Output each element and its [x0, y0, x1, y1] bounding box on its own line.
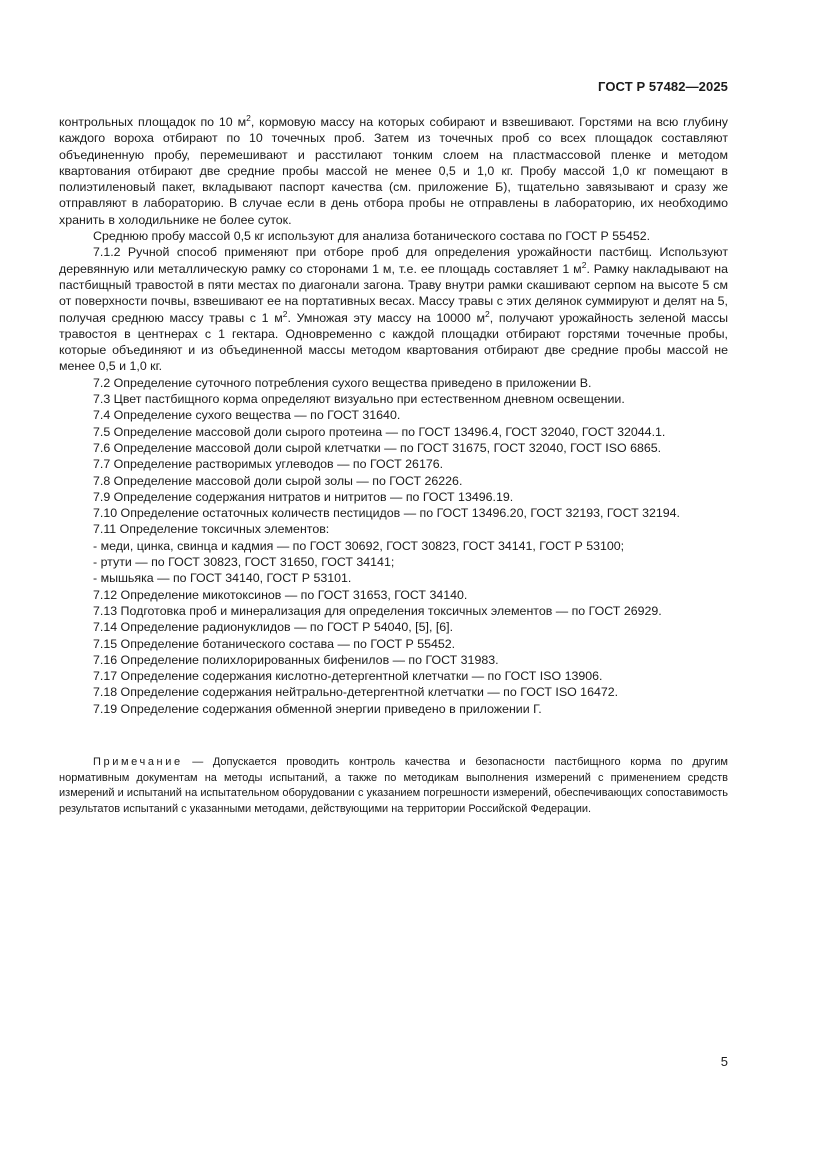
- paragraph: [59, 244, 728, 374]
- text-run: Среднюю пробу массой 0,5 кг используют для анализа ботанического состава по ГОСТ Р 55452.: [93, 229, 651, 244]
- paragraph: [59, 473, 728, 489]
- text-run: 7.6 Определение массовой доли сырой клетчатки — по ГОСТ 31675, ГОСТ 32040, ГОСТ ISO 6865.: [93, 440, 662, 455]
- text-run: 7.7 Определение растворимых углеводов — по ГОСТ 26176.: [93, 457, 444, 472]
- text-run: , получают урожайность зеленой массы травостоя в центнерах с 1 гектара. Одновременно с каждой площадки отбирают горстями точечные пробы, которые объединяют и из объединенной массы методом квартования отбирают две средние пробы массой не менее 0,5 и 1,0 кг.: [59, 310, 729, 374]
- text-run: 7.2 Определение суточного потребления сухого вещества приведено в приложении В.: [93, 375, 592, 390]
- paragraph: [59, 521, 728, 537]
- text-run: 7.14 Определение радионуклидов — по ГОСТ Р 54040, [5], [6].: [93, 620, 454, 635]
- text-run: 7.1.2 Ручной способ применяют при отборе проб для определения урожайности пастбищ. Используют деревянную или металлическую рамку со сторонами 1 м, т.е. ее площадь составляет 1 м: [59, 245, 728, 276]
- paragraph: [59, 407, 728, 423]
- text-run: 7.17 Определение содержания кислотно-детергентной клетчатки — по ГОСТ ISO 13906.: [93, 669, 603, 684]
- paragraph: [59, 652, 728, 668]
- text-run: . Умножая эту массу на 10000 м: [287, 310, 485, 325]
- paragraph: [59, 440, 728, 456]
- text-run: 7.19 Определение содержания обменной энергии приведено в приложении Г.: [93, 701, 542, 716]
- paragraph: [59, 668, 728, 684]
- paragraph: [59, 684, 728, 700]
- paragraph: [59, 603, 728, 619]
- text-run: 7.10 Определение остаточных количеств пестицидов — по ГОСТ 13496.20, ГОСТ 32193, ГОСТ 32194.: [93, 506, 680, 521]
- text-run: - ртути — по ГОСТ 30823, ГОСТ 31650, ГОСТ 34141;: [93, 555, 395, 570]
- paragraph: [59, 228, 728, 244]
- list-item: [59, 570, 728, 586]
- text-run: - мышьяка — по ГОСТ 34140, ГОСТ Р 53101.: [93, 571, 352, 586]
- paragraph: [59, 636, 728, 652]
- superscript: 2: [581, 259, 587, 270]
- text-run: 7.4 Определение сухого вещества — по ГОСТ 31640.: [93, 408, 401, 423]
- body-text: [59, 114, 728, 717]
- paragraph: [59, 391, 728, 407]
- paragraph: [59, 489, 728, 505]
- text-run: 7.9 Определение содержания нитратов и нитритов — по ГОСТ 13496.19.: [93, 489, 514, 504]
- note-text: — Допускается проводить контроль качества и безопасности пастбищного корма по другим нормативным документам на методы испытаний, а также по методикам выполнения измерений с применением средств измерений и испытаний на испытательном оборудовании с указанием погрешности измерений, обеспечивающих сопоставимость результатов испытаний с указанными методами, действующими на территории Российской Федерации.: [59, 756, 728, 815]
- superscript: 2: [485, 308, 490, 319]
- paragraph: [59, 114, 728, 228]
- text-run: 7.18 Определение содержания нейтрально-детергентной клетчатки — по ГОСТ ISO 16472.: [93, 685, 619, 700]
- paragraph: [59, 505, 728, 521]
- standard-header: ГОСТ Р 57482—2025: [598, 79, 728, 94]
- text-run: 7.12 Определение микотоксинов — по ГОСТ 31653, ГОСТ 34140.: [93, 587, 468, 602]
- paragraph: [59, 587, 728, 603]
- note: [59, 755, 728, 817]
- paragraph: [59, 701, 728, 717]
- text-run: 7.16 Определение полихлорированных бифенилов — по ГОСТ 31983.: [93, 652, 499, 667]
- text-run: - меди, цинка, свинца и кадмия — по ГОСТ 30692, ГОСТ 30823, ГОСТ 34141, ГОСТ Р 53100;: [93, 538, 625, 553]
- text-run: , кормовую массу на которых собирают и взвешивают. Горстями на всю глубину каждого вороха отбирают по 10 точечных проб. Затем из точечных проб со всех площадок составляют объединенную пробу, перемешивают и расстилают тонким слоем на пластмассовой пленке и методом квартования отбирают две средние пробы массой не менее 0,5 и 1,0 кг. Пробу массой 1,0 кг помещают в полиэтиленовый пакет, вкладывают паспорт качества (см. приложение Б), тщательно завязывают и сразу же отправляют в лабораторию. В случае если в день отбора пробы не отправлены в лабораторию, их необходимо хранить в холодильнике не более суток.: [59, 115, 728, 227]
- text-run: контрольных площадок по 10 м: [59, 115, 247, 129]
- text-run: 7.13 Подготовка проб и минерализация для определения токсичных элементов — по ГОСТ 26929.: [93, 603, 662, 618]
- superscript: 2: [246, 113, 251, 123]
- paragraph: [59, 456, 728, 472]
- page-number: 5: [720, 1054, 728, 1069]
- text-run: 7.5 Определение массовой доли сырого протеина — по ГОСТ 13496.4, ГОСТ 32040, ГОСТ 32044.1.: [93, 424, 666, 439]
- text-run: 7.15 Определение ботанического состава — по ГОСТ Р 55452.: [93, 636, 456, 651]
- text-run: 7.8 Определение массовой доли сырой золы — по ГОСТ 26226.: [93, 473, 463, 488]
- text-run: 7.3 Цвет пастбищного корма определяют визуально при естественном дневном освещении.: [93, 392, 625, 407]
- paragraph: [59, 424, 728, 440]
- note-label: Примечание: [93, 756, 183, 768]
- paragraph: [59, 619, 728, 635]
- superscript: 2: [282, 308, 288, 319]
- text-run: 7.11 Определение токсичных элементов:: [93, 522, 330, 537]
- text-run: . Рамку накладывают на пастбищный травостой в пяти местах по диагонали загона. Траву внутри рамки скашивают серпом на высоте 5 см от поверхности почвы, взвешивают ее на портативных весах. Массу травы с этих делянок суммируют и делят на 5, получая среднюю массу травы с 1 м: [59, 261, 728, 325]
- list-item: [59, 538, 728, 554]
- list-item: [59, 554, 728, 570]
- paragraph: [59, 375, 728, 391]
